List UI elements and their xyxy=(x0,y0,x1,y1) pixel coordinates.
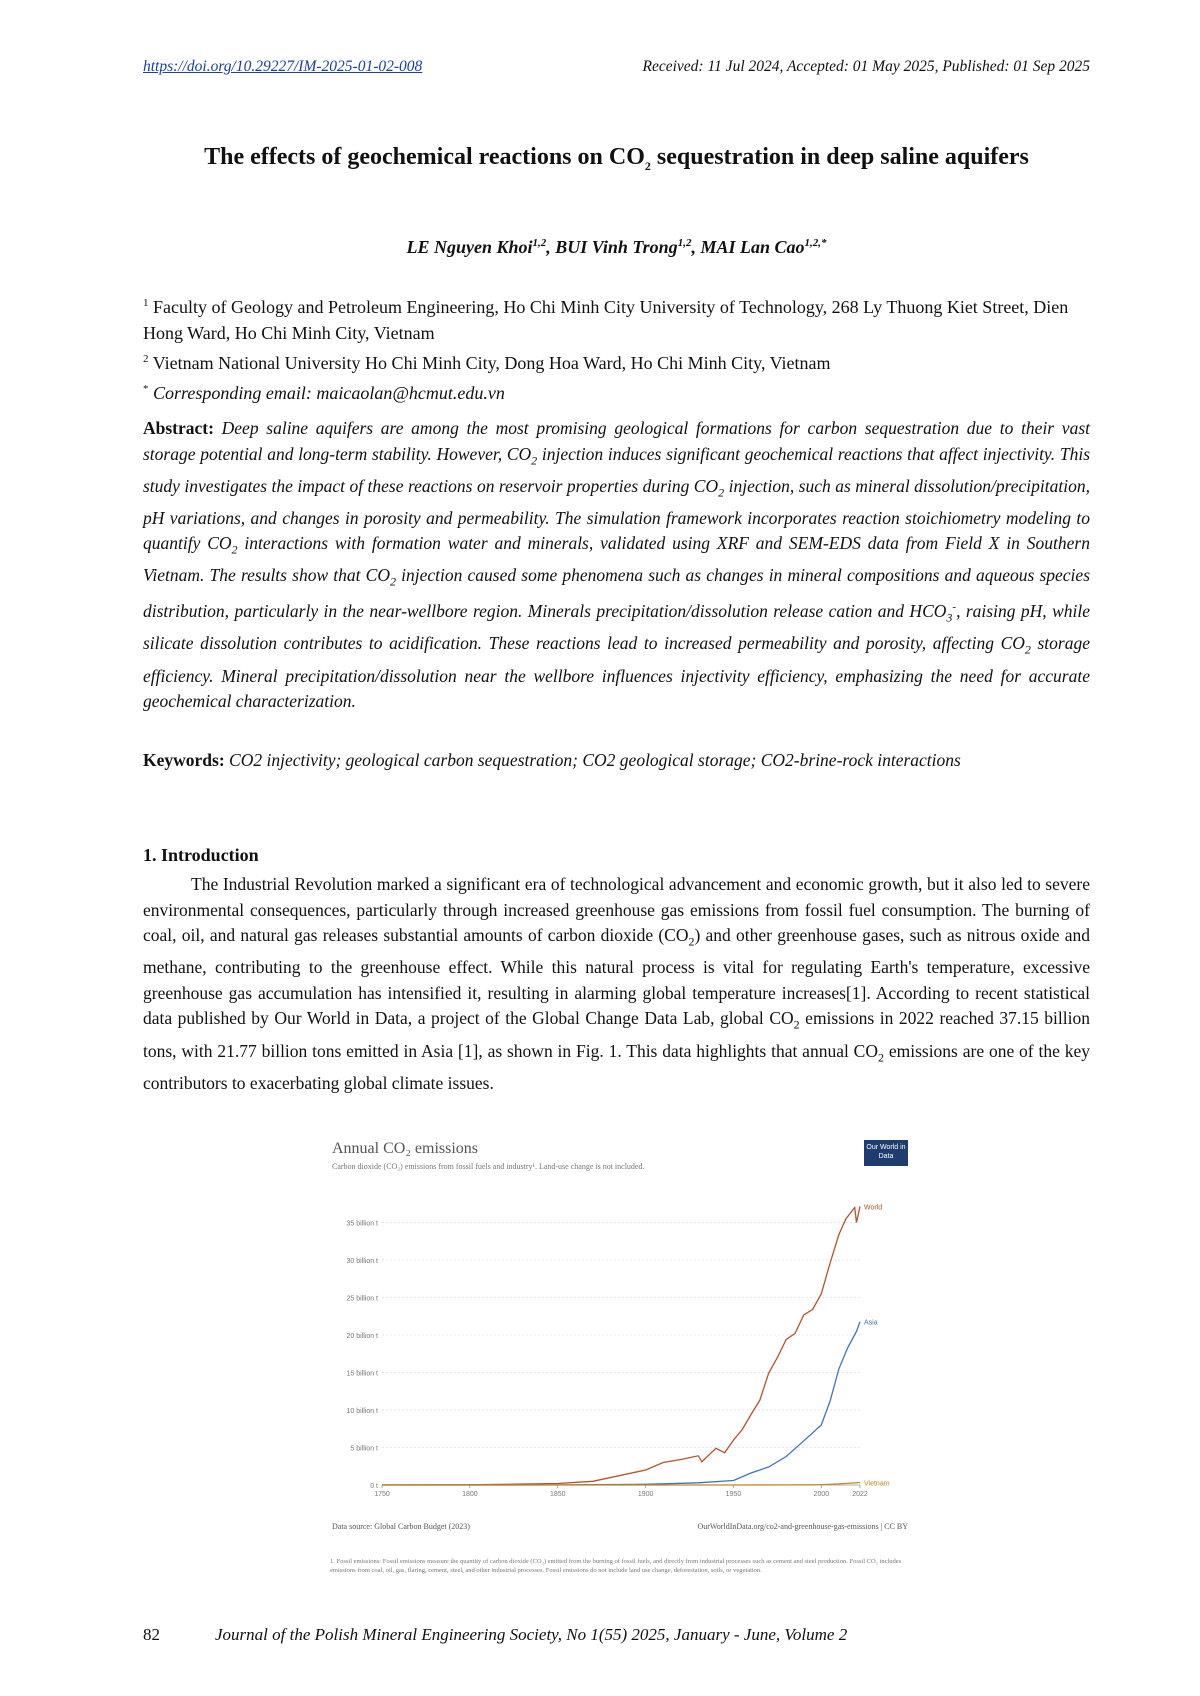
y-tick-label: 0 t xyxy=(370,1483,378,1490)
section-heading: 1. Introduction xyxy=(143,845,259,865)
affiliations xyxy=(143,290,1090,406)
author-name: LE Nguyen Khoi xyxy=(406,237,533,257)
figure-subtitle: Carbon dioxide (CO₂) emissions from fossil fuels and industry¹. Land-use change is not included. xyxy=(332,1162,645,1171)
y-tick-label: 35 billion t xyxy=(346,1220,378,1228)
author-list: LE Nguyen Khoi$^{1,2}$, BUI Vinh Trong$^{1,2}$, MAI Lan Cao$^{1,2,*}$ xyxy=(406,237,827,257)
x-tick-label: 1900 xyxy=(637,1491,654,1498)
series-label-vietnam: Vietnam xyxy=(864,1480,890,1488)
x-tick-label: 1800 xyxy=(462,1491,478,1498)
series-label-world: World xyxy=(864,1204,883,1212)
keywords-label: Keywords: xyxy=(143,750,225,770)
publication-dates: Received: 11 Jul 2024, Accepted: 01 May 2025, Published: 01 Sep 2025 xyxy=(642,58,1090,75)
y-tick-label: 30 billion t xyxy=(346,1258,378,1265)
page-number: 82 xyxy=(143,1625,160,1644)
paper-title: The effects of geochemical reactions on $CO_2$ sequestration in deep saline aquifers xyxy=(204,144,1029,173)
affiliation-1: $^1$ Faculty of Geology and Petroleum Engineering, Ho Chi Minh City University of Technology, 268 Ly Thuong Kiet Street, Dien Hong Ward, Ho Chi Minh City, Vietnam xyxy=(143,297,1069,343)
keywords-text: CO2 injectivity; geological carbon sequestration; CO2 geological storage; CO2-brine-rock interactions xyxy=(229,750,961,770)
y-tick-label: 10 billion t xyxy=(346,1408,378,1415)
journal-name: Journal of the Polish Mineral Engineering Society, No 1(55) 2025, January - June, Volume 2 xyxy=(215,1625,848,1644)
x-tick-label: 2000 xyxy=(813,1491,830,1498)
y-tick-label: 25 billion t xyxy=(346,1295,378,1303)
x-tick-label: 1950 xyxy=(725,1491,742,1498)
keywords xyxy=(143,748,1090,773)
doi-link[interactable]: https://doi.org/10.29227/IM-2025-01-02-008 xyxy=(143,58,423,75)
y-tick-label: 20 billion t xyxy=(346,1333,378,1340)
emissions-chart xyxy=(330,1140,910,1510)
y-tick-label: 15 billion t xyxy=(346,1370,378,1378)
author-name: MAI Lan Cao xyxy=(700,237,805,257)
owid-logo: Our World in Data xyxy=(864,1140,908,1166)
figure-title: Annual CO₂ emissions xyxy=(332,1140,479,1157)
x-tick-label: 1850 xyxy=(549,1491,566,1498)
figure-footnote: 1. Fossil emissions: Fossil emissions measure the quantity of carbon dioxide (CO₂) emitted from the burning of fossil fuels, and directly from industrial processes such as cement and steel production. Fossil CO₂ includes emissions from coal, oil, gas, flaring, cement, steel, and other industrial processes. Fossil emissions do not include land use change, deforestation, soils, or vegetation. xyxy=(330,1558,902,1574)
x-tick-label: 2022 xyxy=(852,1491,868,1498)
affiliation-2: $^2$ Vietnam National University Ho Chi Minh City, Dong Hoa Ward, Ho Chi Minh City, Vietnam xyxy=(143,353,831,373)
corresponding-email: * Corresponding email: maicaolan@hcmut.edu.vn xyxy=(143,383,505,403)
series-line-vietnam xyxy=(382,1483,860,1486)
y-tick-label: 5 billion t xyxy=(350,1445,378,1453)
series-line-world xyxy=(382,1206,860,1485)
series-line-asia xyxy=(382,1322,860,1485)
x-tick-label: 1750 xyxy=(374,1491,390,1498)
figure-1 xyxy=(330,1140,910,1531)
author-name: BUI Vinh Trong xyxy=(555,237,678,257)
figure-source-link: OurWorldInData.org/co2-and-greenhouse-gas-emissions | CC BY xyxy=(697,1522,908,1531)
introduction-paragraph: The Industrial Revolution marked a significant era of technological advancement and economic growth, but it also led to severe environmental consequences, particularly through increased greenhouse gas emissions from fossil fuel consumption. The burning of coal, oil, and natural gas releases substantial amounts of carbon dioxide $(CO_2)$ and other greenhouse gases, such as nitrous oxide and methane, contributing to the greenhouse effect. While this natural process is vital for regulating Earth's temperature, excessive greenhouse gas accumulation has intensified it, resulting in alarming global temperature increases[1]. According to recent statistical data published by Our World in Data, a project of the Global Change Data Lab, global $CO_2$ emissions in 2022 reached 37.15 billion tons, with 21.77 billion tons emitted in Asia [1], as shown in Fig. 1. This data highlights that annual $CO_2$ emissions are one of the key contributors to exacerbating global climate issues. xyxy=(143,874,1090,1093)
figure-source: Data source: Global Carbon Budget (2023) xyxy=(332,1522,470,1531)
series-label-asia: Asia xyxy=(864,1319,878,1327)
abstract-label: Abstract: xyxy=(143,418,214,438)
abstract: Abstract: Deep saline aquifers are among the most promising geological formations for carbon sequestration due to their vast storage potential and long-term stability. However, $CO_2$ injection induces significant geochemical reactions that affect injectivity. This study investigates the impact of these reactions on reservoir properties during $CO_2$ injection, such as mineral dissolution/precipitation, pH variations, and changes in porosity and permeability. The simulation framework incorporates reaction stoichiometry modeling to quantify $CO_2$ interactions with formation water and minerals, validated using XRF and SEM-EDS data from Field X in Southern Vietnam. The results show that $CO_2$ injection caused some phenomena such as changes in mineral compositions and aqueous species distribution, particularly in the near-wellbore region. Minerals precipitation/dissolution release cation and $HCO_3^-$, raising pH, while silicate dissolution contributes to acidification. These reactions lead to increased permeability and porosity, affecting $CO_2$ storage efficiency. Mineral precipitation/dissolution near the wellbore influences injectivity efficiency, emphasizing the need for accurate geochemical characterization. xyxy=(143,418,1091,712)
